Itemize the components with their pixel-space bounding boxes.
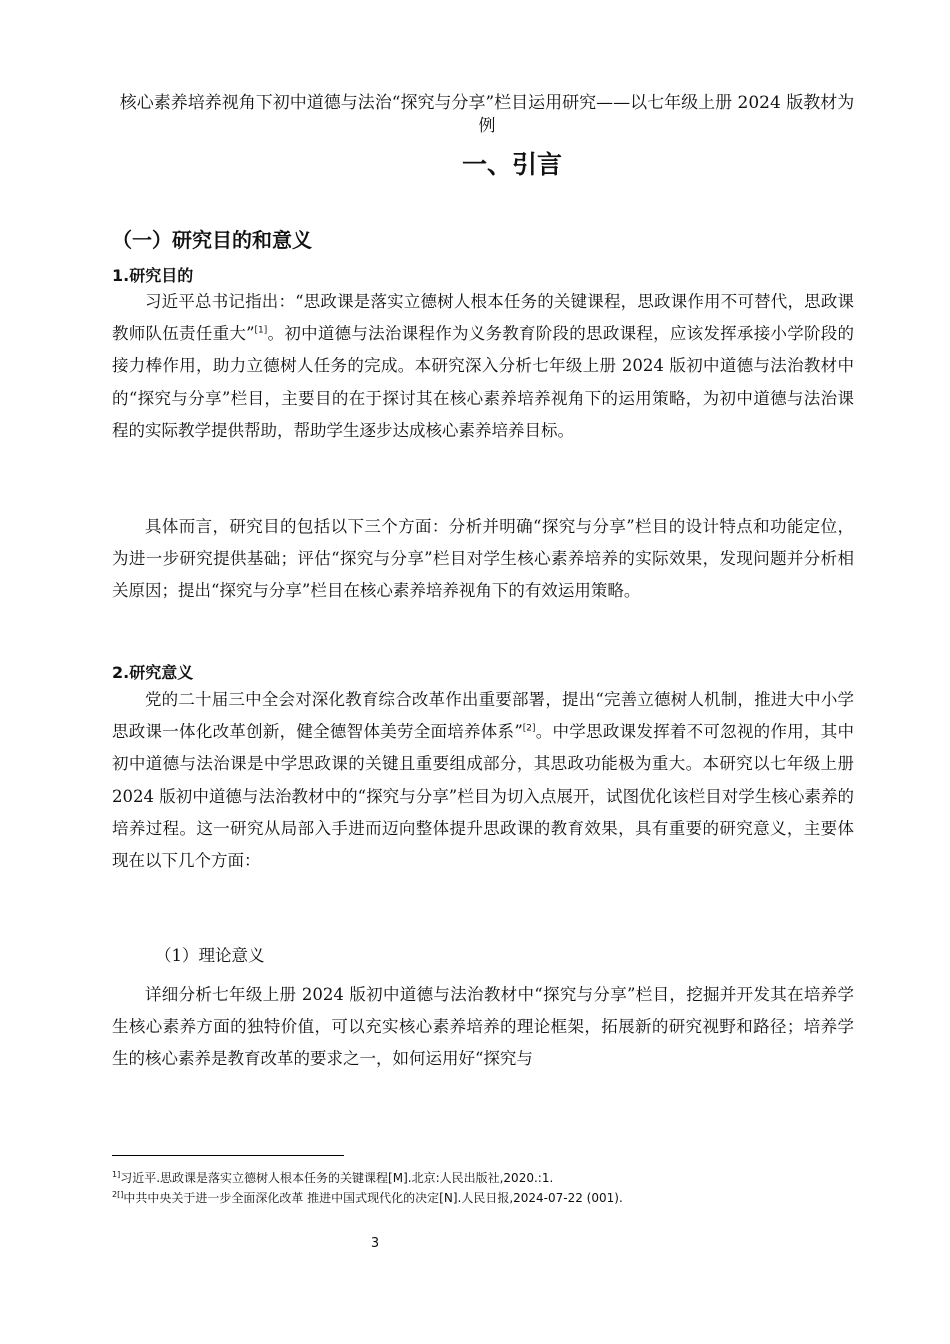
purpose-paragraph-2: 具体而言，研究目的包括以下三个方面：分析并明确“探究与分享”栏目的设计特点和功能定位，为进一步研究提供基础；评估“探究与分享”栏目对学生核心素养培养的实际效果，发现问题并分析相关原因；提出“探究与分享”栏目在核心素养培养视角下的有效运用策略。 [112,517,854,601]
footnote-2-mark: 2[] [112,1190,124,1199]
purpose-paragraph-1-text-b: 。初中道德与法治课程作为义务教育阶段的思政课程，应该发挥承接小学阶段的接力棒作用，助力立德树人任务的完成。本研究深入分析七年级上册 2024 版初中道德与法治教材中的“探究与分享”栏目，主要目的在于探讨其在核心素养培养视角下的运用策略，为初中道德与法治课程的实际教学提供帮助，帮助学生逐步达成核心素养培养目标。 [112,324,855,440]
footnote-1 [112,1170,872,1186]
significance-heading: 2.研究意义 [112,663,194,682]
significance-paragraph-1-text-a: 党的二十届三中全会对深化教育综合改革作出重要部署，提出“完善立德树人机制，推进大中小学思政课一体化改革创新，健全德智体美劳全面培养体系” [112,690,854,742]
footnote-divider [112,1155,344,1156]
footnote-1-text: 习近平.思政课是落实立德树人根本任务的关键课程[M].北京:人民出版社,2020.:1. [120,1171,554,1185]
chapter-title: 一、引言 [461,150,562,179]
theory-significance-label: （1）理论意义 [155,946,265,965]
purpose-paragraph-1 [112,286,854,447]
purpose-heading: 1.研究目的 [112,266,194,285]
purpose-paragraph-1-text-a: 习近平总书记指出：“思政课是落实立德树人根本任务的关键课程，思政课作用不可替代，思政课教师队伍责任重大” [112,292,854,344]
section-title: （一）研究目的和意义 [112,228,312,252]
footnote-ref-1: [1] [254,325,268,336]
significance-paragraph-1-text-b: 。中学思政课发挥着不可忽视的作用，其中初中道德与法治课是中学思政课的关键且重要组成部分，其思政功能极为重大。本研究以七年级上册 2024 版初中道德与法治教材中的“探究与分享”栏目为切入点展开，试图优化该栏目对学生核心素养的培养过程。这一研究从局部入手进而迈向整体提升思政课的教育效果，具有重要的研究意义，主要体现在以下几个方面： [112,722,854,871]
significance-paragraph-1 [112,684,854,877]
theory-significance-paragraph: 详细分析七年级上册 2024 版初中道德与法治教材中“探究与分享”栏目，挖掘并开发其在培养学生核心素养方面的独特价值，可以充实核心素养培养的理论框架，拓展新的研究视野和路径；培养学生的核心素养是教育改革的要求之一，如何运用好“探究与 [112,985,854,1069]
page-number: 3 [370,1236,380,1251]
document-running-title: 核心素养培养视角下初中道德与法治“探究与分享”栏目运用研究——以七年级上册 2024 版教材为例 [119,93,855,136]
footnote-2-text: 中共中央关于进一步全面深化改革 推进中国式现代化的决定[N].人民日报,2024-07-22 (001). [123,1191,623,1205]
footnote-1-mark: 1] [112,1170,121,1179]
footnote-2 [112,1190,872,1206]
footnote-ref-2: [2] [522,723,536,734]
